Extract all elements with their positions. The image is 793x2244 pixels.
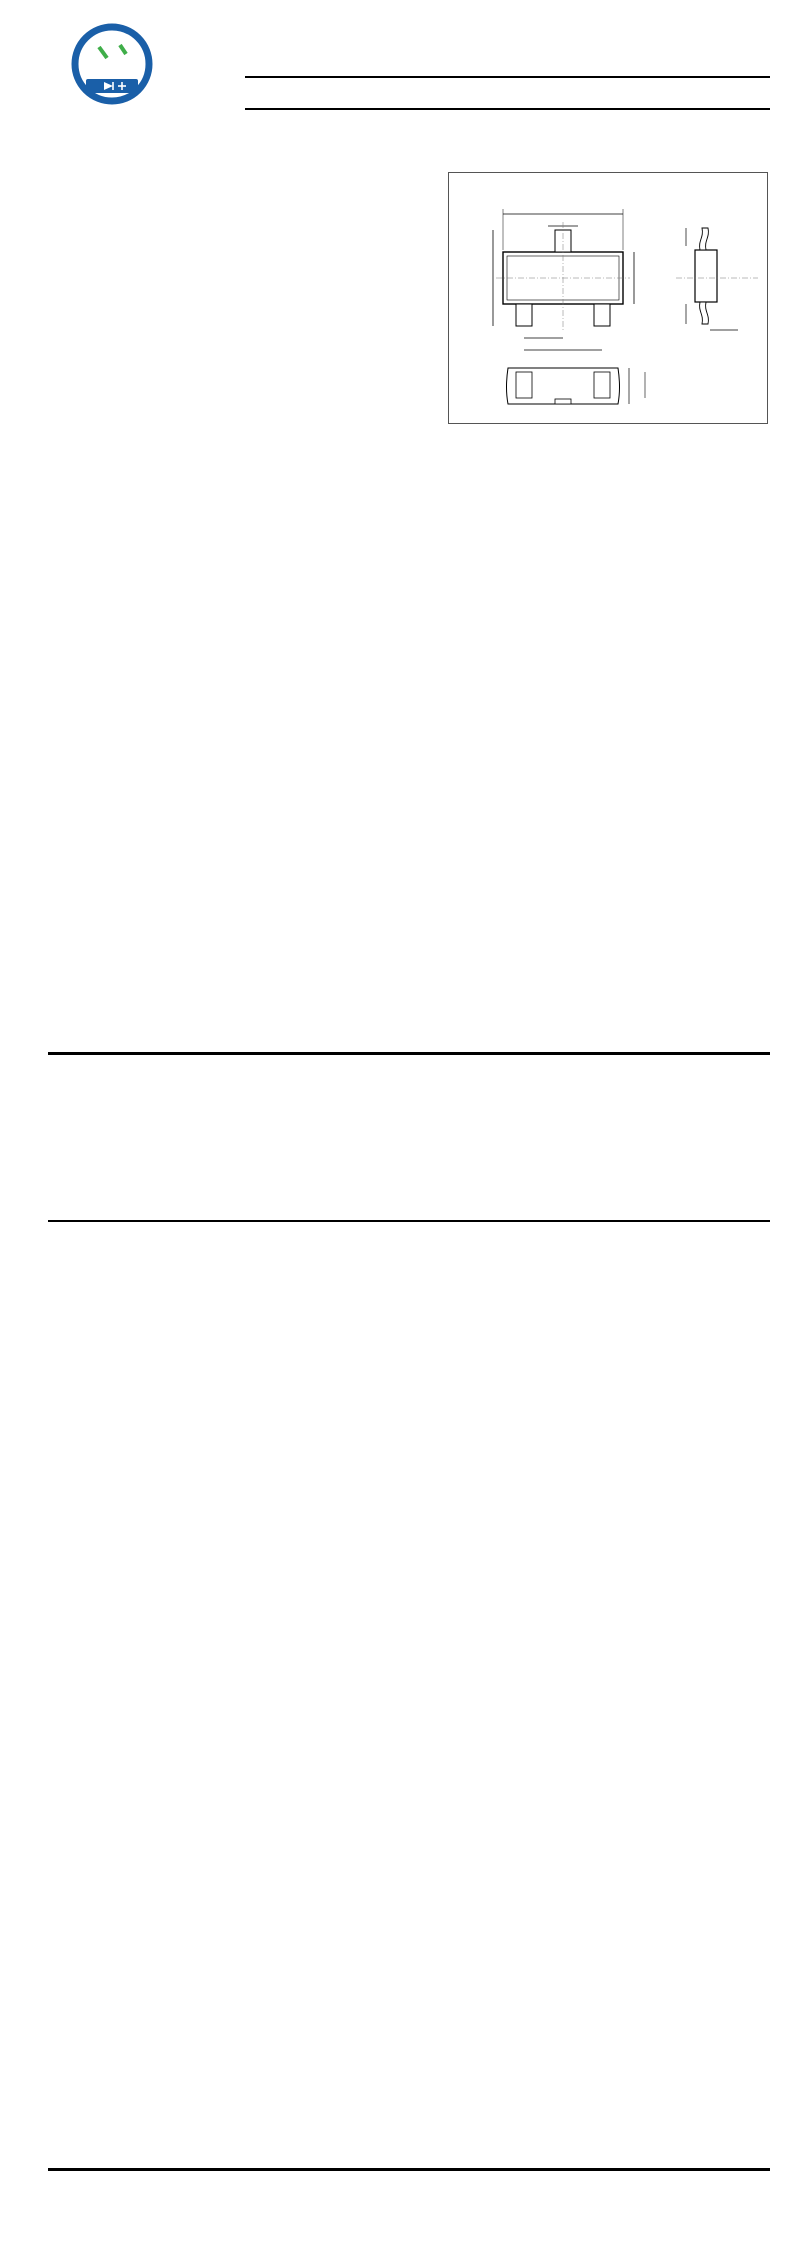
package-drawing-svg [448, 172, 768, 424]
brand-logo [60, 20, 210, 123]
feature-item [62, 143, 70, 155]
header-rule-2 [245, 108, 770, 110]
footer-rule-1 [48, 1052, 770, 1055]
typical-characteristics-heading [60, 1258, 65, 1272]
package-drawing [448, 172, 768, 429]
brand-logo-icon [60, 20, 164, 116]
abs-max-heading [48, 447, 53, 461]
classification-heading [48, 927, 53, 942]
header-rule-1 [245, 76, 770, 78]
features-heading [60, 120, 65, 134]
p2-header-rule [48, 1220, 770, 1222]
footer-rule-2 [48, 2168, 770, 2171]
elec-heading [48, 650, 53, 664]
